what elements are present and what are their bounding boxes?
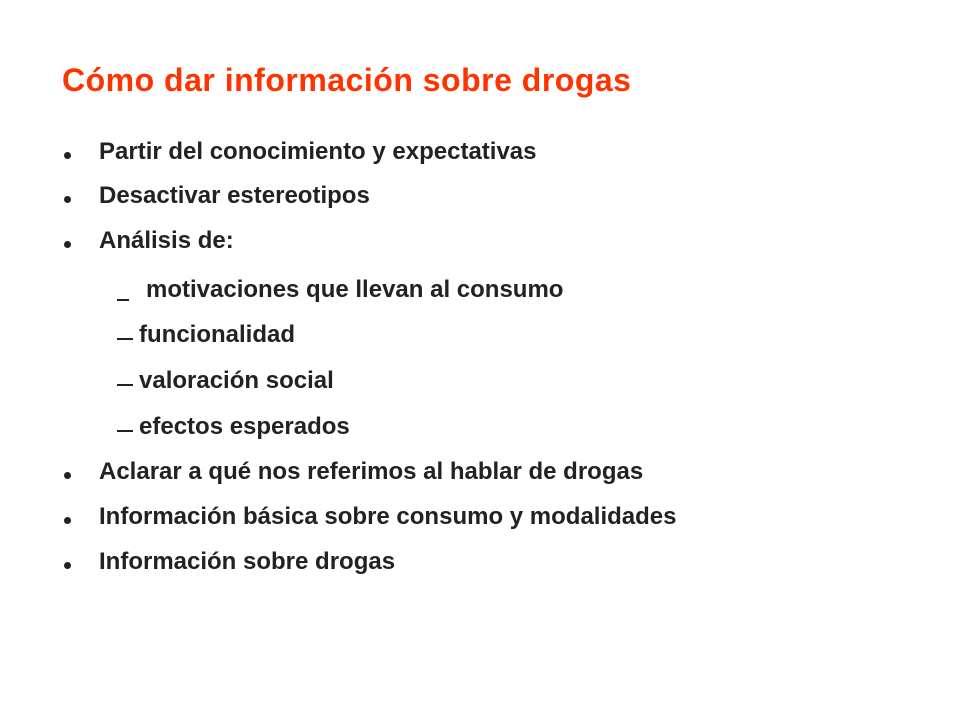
bullet-dot-icon bbox=[64, 152, 71, 159]
bullet-text: Análisis de: bbox=[99, 227, 234, 254]
bullet-text: Desactivar estereotipos bbox=[99, 182, 370, 209]
bullet-text: Partir del conocimiento y expectativas bbox=[99, 138, 537, 165]
bullet-dot-icon bbox=[64, 562, 71, 569]
dash-icon bbox=[117, 430, 133, 432]
sub-bullet-text: valoración social bbox=[139, 367, 334, 394]
bullet-text: Información básica sobre consumo y modalidades bbox=[99, 503, 677, 530]
dash-icon bbox=[117, 384, 133, 386]
bullet-dot-icon bbox=[64, 241, 71, 248]
slide-title: Cómo dar información sobre drogas bbox=[62, 62, 632, 98]
bullet-text: Información sobre drogas bbox=[99, 548, 396, 575]
bullet-dot-icon bbox=[64, 517, 71, 524]
sub-bullet-text: efectos esperados bbox=[139, 413, 350, 440]
bullet-dot-icon bbox=[64, 196, 71, 203]
dash-icon bbox=[117, 338, 133, 340]
dash-icon bbox=[117, 299, 129, 301]
sub-bullet-text: funcionalidad bbox=[139, 321, 295, 348]
sub-bullet-text: motivaciones que llevan al consumo bbox=[146, 276, 564, 303]
bullet-dot-icon bbox=[64, 472, 71, 479]
bullet-text: Aclarar a qué nos referimos al hablar de drogas bbox=[99, 458, 644, 485]
